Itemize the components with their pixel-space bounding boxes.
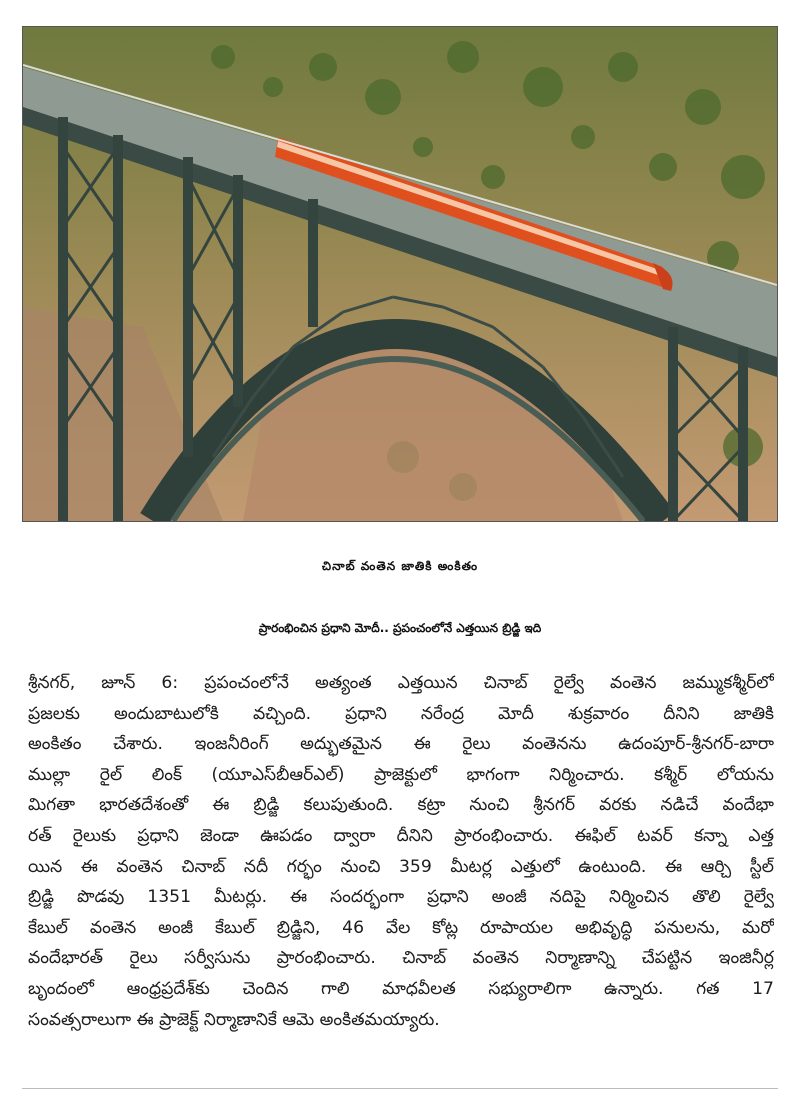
article-line: యిన ఈ వంతెన చినాబ్ నదీ గర్భం నుంచి 359 మీటర్ల ఎత్తులో ఉంటుంది. ఈ ఆర్చి స్టీల్	[28, 856, 774, 877]
article-line: మిగతా భారతదేశంతో ఈ బ్రిడ్జి కలుపుతుంది. కట్రా నుంచి శ్రీనగర్ వరకు నడిచే వందేభా	[28, 795, 774, 816]
article-line: శ్రీనగర్, జూన్ 6: ప్రపంచంలోనే అత్యంత ఎత్తయిన చినాబ్ రైల్వే వంతెన జమ్ముకశ్మీర్‌లో	[28, 673, 774, 693]
divider	[22, 1088, 778, 1089]
article-line: రత్ రైలుకు ప్రధాని జెండా ఊపడం ద్వారా దీనిని ప్రారంభించారు. ఈఫిల్ టవర్ కన్నా ఎత్త	[28, 825, 774, 846]
bridge-illustration	[23, 27, 777, 521]
article-line: ప్రజలకు అందుబాటులోకి వచ్చింది. ప్రధాని నరేంద్ర మోదీ శుక్రవారం దీనిని జాతికి	[28, 703, 774, 724]
article-line: వందేభారత్ రైలు సర్వీసును ప్రారంభించారు. చినాబ్ వంతెన నిర్మాణాన్ని చేపట్టిన ఇంజినీర్ల	[28, 948, 774, 969]
bridge-photo	[22, 26, 778, 522]
article-line: బృందంలో ఆంధ్రప్రదేశ్‌కు చెందిన గాలి మాధవీలత సభ్యురాలిగా ఉన్నారు. గత 17	[28, 978, 774, 999]
headline: చినాబ్ వంతెన జాతికి అంకితం	[321, 559, 479, 573]
subheadline: ప్రారంభించిన ప్రధాని మోదీ.. ప్రపంచంలోనే ఎత్తయిన బ్రిడ్జి ఇది	[258, 621, 542, 635]
article-line: కేబుల్ వంతెన అంజీ కేబుల్ బ్రిడ్జిని, 46 వేల కోట్ల రూపాయల అభివృద్ధి పనులను, మరో	[28, 917, 774, 938]
article-line: సంవత్సరాలుగా ఈ ప్రాజెక్ట్ నిర్మాణానికే ఆమె అంకితమయ్యారు.	[28, 1009, 440, 1030]
article-body	[28, 668, 774, 1035]
article-line: బ్రిడ్జి పొడవు 1351 మీటర్లు. ఈ సందర్భంగా ప్రధాని అంజీ నదిపై నిర్మించిన తొలి రైల్వే	[28, 887, 774, 908]
article-line: ముల్లా రైల్ లింక్ (యూఎస్‌బీఆర్‌ఎల్) ప్రాజెక్టులో భాగంగా నిర్మించారు. కశ్మీర్ లోయను	[28, 764, 774, 785]
article-line: అంకితం చేశారు. ఇంజనీరింగ్ అద్భుతమైన ఈ రైలు వంతెనను ఉదంపూర్-శ్రీనగర్-బారా	[28, 734, 774, 755]
